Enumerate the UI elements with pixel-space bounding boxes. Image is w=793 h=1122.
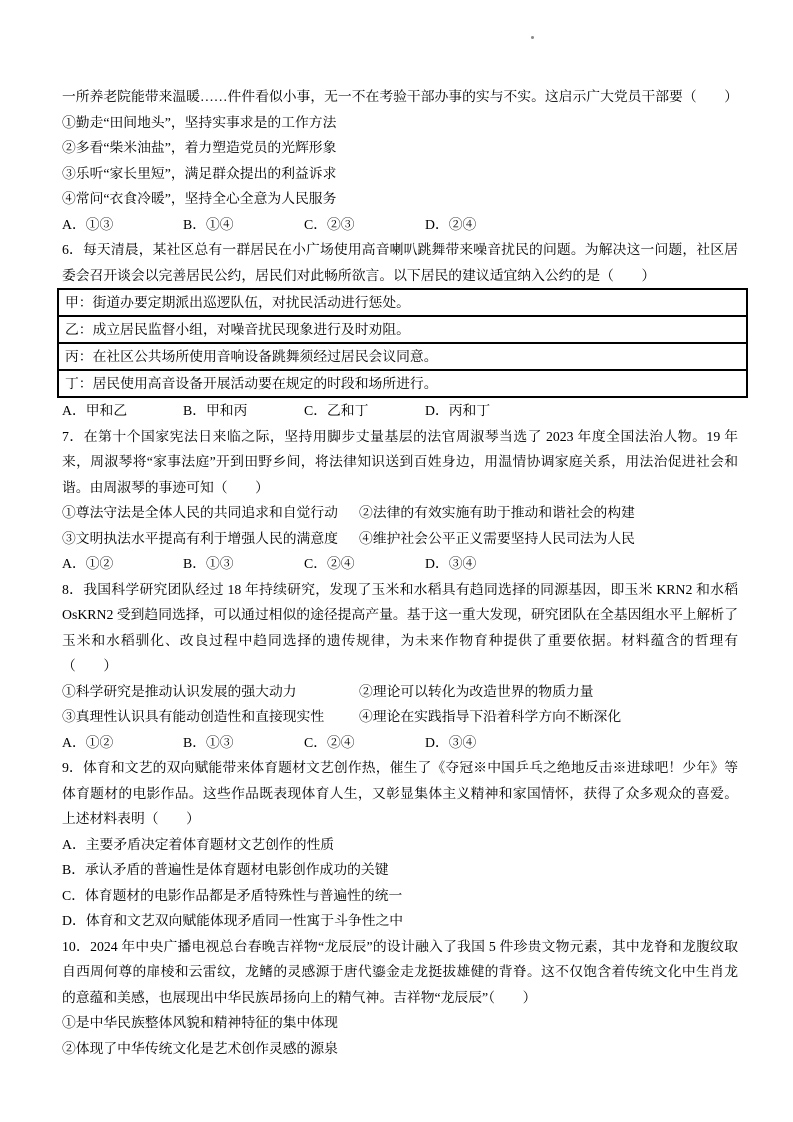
- table-row: [58, 316, 747, 343]
- question-5-option-3: ③乐听“家长里短”，满足群众提出的利益诉求: [62, 165, 337, 181]
- answer-choice-a: A．①②: [62, 734, 114, 750]
- table-row: [58, 289, 747, 316]
- table-row: [58, 343, 747, 370]
- question-8-option-row-2: [62, 704, 738, 730]
- question-7-answer-row: [62, 551, 738, 577]
- answer-choice-c: C．②④: [304, 556, 355, 571]
- question-8-block: [62, 577, 738, 756]
- table-row: [58, 370, 747, 397]
- question-9-answer-b: B．承认矛盾的普遍性是体育题材电影创作成功的关键: [62, 862, 389, 877]
- question-7-option-3: ③文明执法水平提高有利于增强人民的满意度: [62, 530, 338, 546]
- question-9-block: [62, 755, 738, 934]
- question-5-option-1: ①勤走“田间地头”，坚持实事求是的工作方法: [62, 114, 337, 130]
- answer-choice-d: D．③④: [425, 556, 477, 571]
- question-7-option-row-1: [62, 500, 738, 526]
- question-8-option-2: ②理论可以转化为改造世界的物质力量: [359, 683, 594, 699]
- question-6-stem: 6．每天清晨，某社区总有一群居民在小广场使用高音喇叭跳舞带来噪音扰民的问题。为解决这一问题，社区居委会召开谈会以完善居民公约，居民们对此畅所欲言。以下居民的建议适宜纳入公约的是（ ）: [62, 242, 738, 283]
- table-cell-ding: 丁：居民使用高音设备开展活动要在规定的时段和场所进行。: [58, 370, 747, 397]
- question-7-option-row-2: [62, 526, 738, 552]
- question-6-opinion-table: [57, 288, 748, 398]
- question-8-option-3: ③真理性认识具有能动创造性和直接现实性: [62, 709, 325, 724]
- question-5-option-4: ④常问“衣食冷暖”，坚持全心全意为人民服务: [62, 191, 337, 206]
- question-10-option-1: ①是中华民族整体风貌和精神特征的集中体现: [62, 1015, 338, 1030]
- question-10-option-2: ②体现了中华传统文化是艺术创作灵感的源泉: [62, 1040, 338, 1056]
- question-8-option-1: ①科学研究是推动认识发展的强大动力: [62, 683, 297, 699]
- table-cell-bing: 丙：在社区公共场所使用音响设备跳舞须经过居民会议同意。: [58, 343, 747, 370]
- question-8-option-4: ④理论在实践指导下沿着科学方向不断深化: [359, 709, 622, 724]
- answer-choice-a: A．①③: [62, 216, 114, 232]
- question-6-answer-row: [62, 398, 738, 424]
- answer-choice-b: B．①③: [183, 734, 234, 750]
- question-8-option-row-1: [62, 679, 738, 705]
- answer-choice-b: B．①④: [183, 216, 234, 232]
- question-5-answer-row: [62, 212, 738, 238]
- question-8-stem: 8．我国科学研究团队经过 18 年持续研究，发现了玉米和水稻具有趋同选择的同源基因，即玉米 KRN2 和水稻 OsKRN2 受到趋同选择，可以通过相似的途径提高产量。基于这一重大发现，研究团队在全基因组水平上解析了玉米和水稻驯化、改良过程中趋同选择的遗传规律，为未来作物育种提供了重要依据。材料蕴含的哲理有（ ）: [62, 581, 738, 673]
- answer-choice-a: A．甲和乙: [62, 403, 128, 418]
- question-7-block: [62, 424, 738, 577]
- answer-choice-a: A．①②: [62, 556, 114, 571]
- question-7-stem: 7．在第十个国家宪法日来临之际，坚持用脚步丈量基层的法官周淑琴当选了 2023 年度全国法治人物。19 年来，周淑琴将“家事法庭”开到田野乡间，将法律知识送到百姓身边，用温情协调家庭关系，用法治促进社会和谐。由周淑琴的事迹可知（ ）: [62, 428, 738, 495]
- exam-content: [62, 84, 738, 1061]
- answer-choice-d: D．③④: [425, 734, 477, 750]
- question-7-option-4: ④维护社会公平正义需要坚持人民司法为人民: [359, 530, 635, 546]
- answer-choice-d: D．丙和丁: [425, 403, 491, 418]
- question-5-stem: 一所养老院能带来温暖……件件看似小事，无一不在考验干部办事的实与不实。这启示广大党员干部要（ ）: [62, 89, 739, 104]
- question-9-answer-d: D．体育和文艺双向赋能体现矛盾同一性寓于斗争性之中: [62, 913, 404, 928]
- answer-choice-c: C．乙和丁: [304, 403, 369, 418]
- answer-choice-b: B．①③: [183, 556, 234, 571]
- question-9-answer-c: C．体育题材的电影作品都是矛盾特殊性与普遍性的统一: [62, 887, 403, 903]
- question-10-block: [62, 934, 738, 1062]
- question-9-answer-a: A．主要矛盾决定着体育题材文艺创作的性质: [62, 836, 335, 852]
- question-5-block: [62, 84, 738, 237]
- table-cell-yi: 乙：成立居民监督小组，对噪音扰民现象进行及时劝阻。: [58, 316, 747, 343]
- answer-choice-d: D．②④: [425, 216, 477, 232]
- answer-choice-c: C．②③: [304, 216, 355, 232]
- answer-choice-c: C．②④: [304, 734, 355, 750]
- stray-mark: [531, 36, 534, 39]
- answer-choice-b: B．甲和丙: [183, 403, 248, 418]
- question-5-option-2: ②多看“柴米油盐”，着力塑造党员的光辉形象: [62, 140, 337, 155]
- table-cell-jia: 甲：街道办要定期派出巡逻队伍，对扰民活动进行惩处。: [58, 289, 747, 316]
- question-9-stem: 9．体育和文艺的双向赋能带来体育题材文艺创作热，催生了《夺冠※中国乒乓之绝地反击※进球吧！少年》等体育题材的电影作品。这些作品既表现体育人生，又彰显集体主义精神和家国情怀，获得了众多观众的喜爱。上述材料表明（ ）: [62, 760, 738, 826]
- question-10-stem: 10．2024 年中央广播电视总台春晚吉祥物“龙辰辰”的设计融入了我国 5 件珍贵文物元素，其中龙脊和龙腹纹取自西周何尊的扉棱和云雷纹，龙鳍的灵感源于唐代鎏金走龙挺拔雄健的背脊。这不仅饱含着传统文化中生肖龙的意蕴和美感，也展现出中华民族昂扬向上的精气神。吉祥物“龙辰辰”（ ）: [62, 938, 738, 1005]
- question-7-option-1: ①尊法守法是全体人民的共同追求和自觉行动: [62, 505, 338, 520]
- question-8-answer-row: [62, 730, 738, 756]
- question-6-block: [62, 237, 738, 424]
- question-7-option-2: ②法律的有效实施有助于推动和谐社会的构建: [359, 505, 635, 520]
